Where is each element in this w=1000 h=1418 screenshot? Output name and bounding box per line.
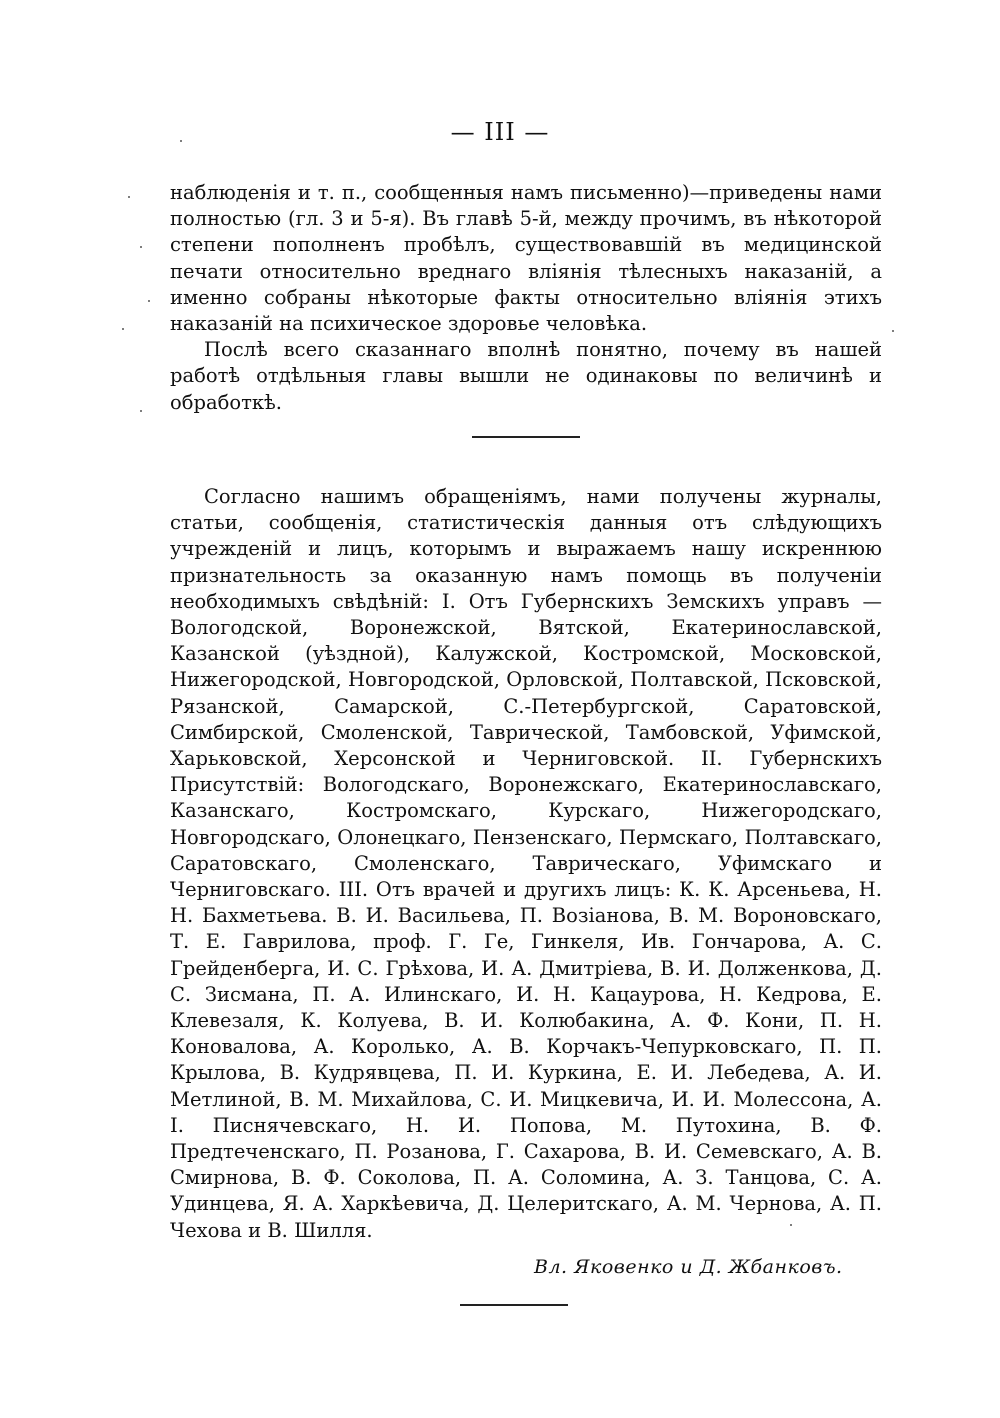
print-speck [790,1224,792,1226]
paragraph-conclusion: Послѣ всего сказаннаго вполнѣ понятно, почему въ нашей работѣ отдѣльныя главы вышли не одинаковы по величинѣ и обработкѣ. [170,338,882,414]
print-speck [148,300,150,302]
acknowledgements-text [170,484,882,1244]
paragraph-observations: наблюденія и т. п., сообщенныя намъ письменно)—приведены нами полностью (гл. 3 и 5-я). Въ главѣ 5-й, между прочимъ, въ нѣкоторой степени пополненъ пробѣлъ, существовавшій въ медицинской печати относительно вреднаго вліянія тѣлесныхъ наказаній, а именно собраны нѣкоторые факты относительно вліянія этихъ наказаній на психическое здоровье человѣка. [170,181,882,336]
section-divider [472,436,580,438]
print-speck [122,328,124,330]
print-speck [128,196,130,198]
authors-signature: Вл. Яковенко и Д. Жбанковъ. [534,1256,843,1278]
closing-divider [460,1304,568,1306]
print-speck [180,140,182,142]
paragraph-acknowledgements: Согласно нашимъ обращеніямъ, нами получены журналы, статьи, сообщенія, статистическія данныя отъ слѣдующихъ учрежденій и лицъ, которымъ и выражаемъ нашу искреннюю признательность за оказанную намъ помощь въ полученіи необходимыхъ свѣдѣній: I. Отъ Губернскихъ Земскихъ управъ — Вологодской, Воронежской, Вятской, Екатеринославской, Казанской (уѣздной), Калужской, Костромской, Московской, Нижегородской, Новгородской, Орловской, Полтавской, Псковской, Рязанской, Самарской, С.-Петербургской, Саратовской, Симбирской, Смоленской, Таврической, Тамбовской, Уфимской, Харьковской, Херсонской и Черниговской. II. Губернскихъ Присутствій: Вологодскаго, Воронежскаго, Екатеринославскаго, Казанскаго, Костромскаго, Курскаго, Нижегородскаго, Новгородскаго, Олонецкаго, Пензенскаго, Пермскаго, Полтавскаго, Саратовскаго, Смоленскаго, Таврическаго, Уфимскаго и Черниговскаго. III. Отъ врачей и другихъ лицъ: К. К. Арсеньева, Н. Н. Бахметьева. В. И. Васильева, П. Возіанова, В. М. Вороновскаго, Т. Е. Гаврилова, проф. Г. Ге, Гинкеля, Ив. Гончарова, А. С. Грейденберга, И. С. Грѣхова, И. А. Дмитріева, В. И. Долженкова, Д. С. Зисмана, П. А. Илинскаго, И. Н. Кацаурова, Н. Кедрова, Е. Клевезаля, К. Колуева, В. И. Колюбакина, А. Ф. Кони, П. Н. Коновалова, А. Королько, А. В. Корчакъ-Чепурковскаго, П. П. Крылова, В. Кудрявцева, П. И. Куркина, Е. И. Лебедева, А. И. Метлиной, В. М. Михайлова, С. И. Мицкевича, И. И. Молессона, А. I. Писнячевскаго, Н. И. Попова, М. Путохина, В. Ф. Предтеченскаго, П. Розанова, Г. Сахарова, В. И. Семевскаго, А. В. Смирнова, В. Ф. Соколова, П. А. Соломина, А. З. Танцова, С. А. Удинцева, Я. А. Харкѣевича, Д. Целеритскаго, А. М. Чернова, А. П. Чехова и В. Шилля. [170,485,882,1242]
section-intro-text [170,180,882,416]
page-number: — III — [450,118,550,146]
print-speck [140,246,142,248]
print-speck [892,330,894,332]
print-speck [140,410,142,412]
